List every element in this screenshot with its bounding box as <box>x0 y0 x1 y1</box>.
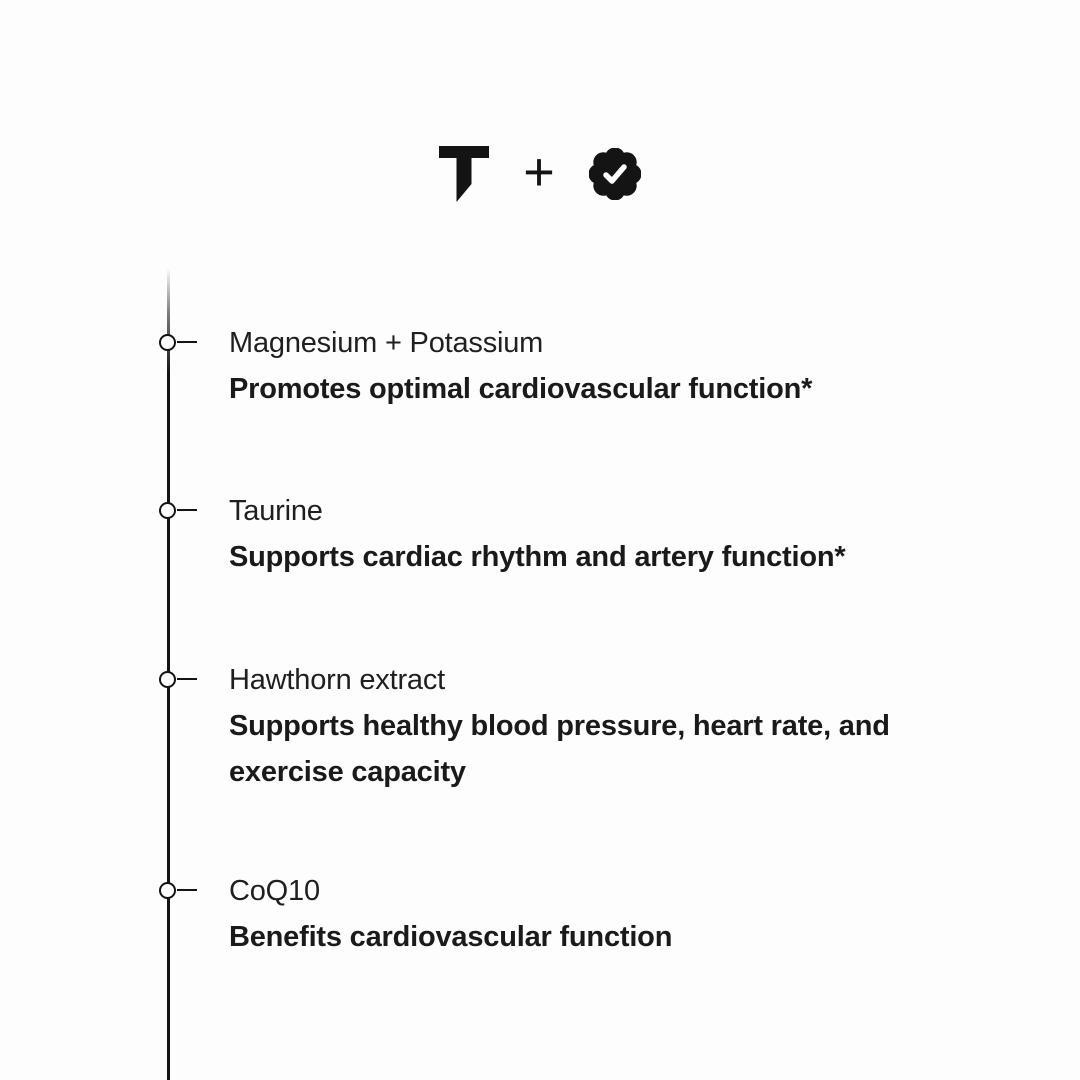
brand-header <box>0 142 1080 202</box>
ingredient-benefit: Promotes optimal cardiovascular function* <box>229 373 813 405</box>
ingredient-benefit: Supports healthy blood pressure, heart rate, and exercise capacity <box>229 710 890 788</box>
ingredient-name: Hawthorn extract <box>229 664 445 696</box>
ingredient-name: Taurine <box>229 495 323 527</box>
marker-dash <box>177 341 197 344</box>
ingredient-benefit: Benefits cardiovascular function <box>229 921 673 953</box>
timeline-marker-icon <box>159 882 176 899</box>
plus-icon: + <box>523 142 555 202</box>
timeline-entry <box>229 657 969 795</box>
timeline-entry <box>229 320 969 412</box>
timeline-entry <box>229 868 969 960</box>
verified-badge-icon <box>589 148 641 200</box>
marker-dash <box>177 889 197 892</box>
ingredient-benefit: Supports cardiac rhythm and artery function* <box>229 541 846 573</box>
timeline-marker-icon <box>159 671 176 688</box>
timeline-marker-icon <box>159 334 176 351</box>
marker-dash <box>177 678 197 681</box>
timeline-entry <box>229 488 969 580</box>
brand-t-logo-icon <box>439 146 489 202</box>
marker-dash <box>177 509 197 512</box>
ingredient-name: Magnesium + Potassium <box>229 327 544 359</box>
timeline-marker-icon <box>159 502 176 519</box>
ingredient-name: CoQ10 <box>229 875 320 907</box>
